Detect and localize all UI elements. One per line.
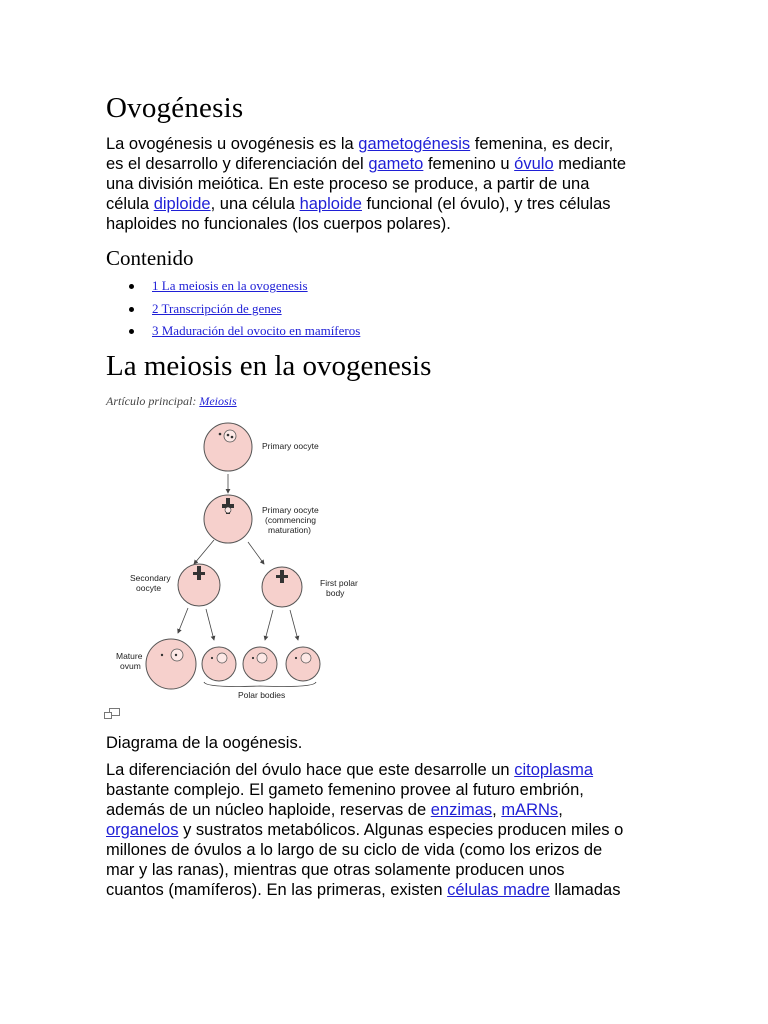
polar-bodies-bracket — [204, 682, 316, 687]
intro-text: funcional (el óvulo), y tres células — [361, 195, 611, 213]
link-organelos[interactable]: organelos — [106, 821, 179, 839]
body-text: mar y las ranas), mientras que otras solamente producen unos — [106, 861, 565, 879]
link-diploide[interactable]: diploide — [153, 195, 211, 213]
first-polar-body-cell — [262, 567, 302, 607]
label-polar-bodies: Polar bodies — [238, 690, 286, 700]
primary-oocyte-maturing-cell — [204, 495, 252, 543]
toc-link-transcripcion[interactable]: 2 Transcripción de genes — [152, 300, 282, 316]
toc-item — [130, 278, 360, 301]
label-maturation: maturation) — [268, 525, 311, 535]
label-commencing: (commencing — [265, 515, 317, 525]
link-haploide[interactable]: haploide — [299, 195, 362, 213]
oogenesis-diagram — [110, 418, 358, 704]
link-meiosis[interactable]: Meiosis — [199, 394, 237, 408]
mature-ovum-cell — [146, 639, 196, 689]
toc-link-meiosis[interactable]: 1 La meiosis en la ovogenesis — [152, 278, 308, 293]
arrow — [290, 610, 298, 640]
intro-text: una división meiótica. En este proceso se produce, a partir de una — [106, 175, 590, 193]
toc-item — [130, 301, 360, 324]
bullet-icon — [129, 329, 134, 334]
intro-text: es el desarrollo y diferenciación del — [106, 155, 369, 173]
label-body: body — [326, 588, 345, 598]
link-marns[interactable]: mARNs — [501, 801, 559, 819]
body-text: , — [558, 801, 563, 819]
toc-item — [130, 323, 360, 346]
link-enzimas[interactable]: enzimas — [430, 801, 493, 819]
arrow — [265, 610, 273, 640]
table-of-contents — [130, 278, 360, 346]
intro-text: mediante — [553, 155, 627, 173]
polar-body-cell — [286, 647, 320, 681]
label-primary-oocyte: Primary oocyte — [262, 441, 319, 451]
label-secondary: Secondary — [130, 573, 171, 583]
body-text: cuantos (mamíferos). En las primeras, existen — [106, 881, 448, 899]
body-text: llamadas — [549, 881, 621, 899]
arrow — [206, 609, 214, 640]
bullet-icon — [129, 307, 134, 312]
body-paragraph — [106, 760, 686, 900]
body-text: y sustratos metabólicos. Algunas especies producen miles o — [178, 821, 624, 839]
label-ovum: ovum — [120, 661, 141, 671]
polar-body-cell — [243, 647, 277, 681]
body-text: millones de óvulos a lo largo de su ciclo de vida (como los erizos de — [106, 841, 603, 859]
page-title: Ovogénesis — [106, 92, 244, 124]
link-ovulo[interactable]: óvulo — [514, 155, 554, 173]
arrow — [194, 540, 214, 564]
label-oocyte: oocyte — [136, 583, 162, 593]
figure-caption: Diagrama de la oogénesis. — [106, 734, 303, 752]
polar-body-cell — [202, 647, 236, 681]
intro-paragraph — [106, 134, 666, 234]
label-primary-oocyte-2: Primary oocyte — [262, 505, 319, 515]
intro-text: , una célula — [210, 195, 300, 213]
link-citoplasma[interactable]: citoplasma — [514, 761, 594, 779]
body-text: , — [492, 801, 502, 819]
intro-text: femenina, es decir, — [470, 135, 614, 153]
main-article-note — [106, 394, 237, 409]
link-celulas-madre[interactable]: células madre — [447, 881, 550, 899]
intro-text: haploides no funcionales (los cuerpos polares). — [106, 215, 451, 233]
link-gametogenesis[interactable]: gametogénesis — [358, 135, 471, 153]
intro-text: La ovogénesis u ovogénesis es la — [106, 135, 359, 153]
secondary-oocyte-cell — [178, 564, 220, 606]
toc-link-maduracion[interactable]: 3 Maduración del ovocito en mamíferos — [152, 323, 361, 338]
label-mature: Mature — [116, 651, 143, 661]
main-article-label: Artículo principal: — [106, 394, 200, 408]
magnify-clip-icon[interactable] — [104, 708, 120, 720]
label-first-polar: First polar — [320, 578, 358, 588]
intro-text: célula — [106, 195, 154, 213]
primary-oocyte-cell — [204, 423, 252, 471]
link-gameto[interactable]: gameto — [368, 155, 424, 173]
body-text: además de un núcleo haploide, reservas de — [106, 801, 431, 819]
contents-heading: Contenido — [106, 246, 194, 270]
intro-text: femenino u — [423, 155, 515, 173]
bullet-icon — [129, 284, 134, 289]
arrow — [248, 542, 264, 564]
arrow — [178, 608, 188, 633]
section-heading: La meiosis en la ovogenesis — [106, 350, 432, 382]
body-text: La diferenciación del óvulo hace que este desarrolle un — [106, 761, 515, 779]
body-text: bastante complejo. El gameto femenino provee al futuro embrión, — [106, 781, 584, 799]
